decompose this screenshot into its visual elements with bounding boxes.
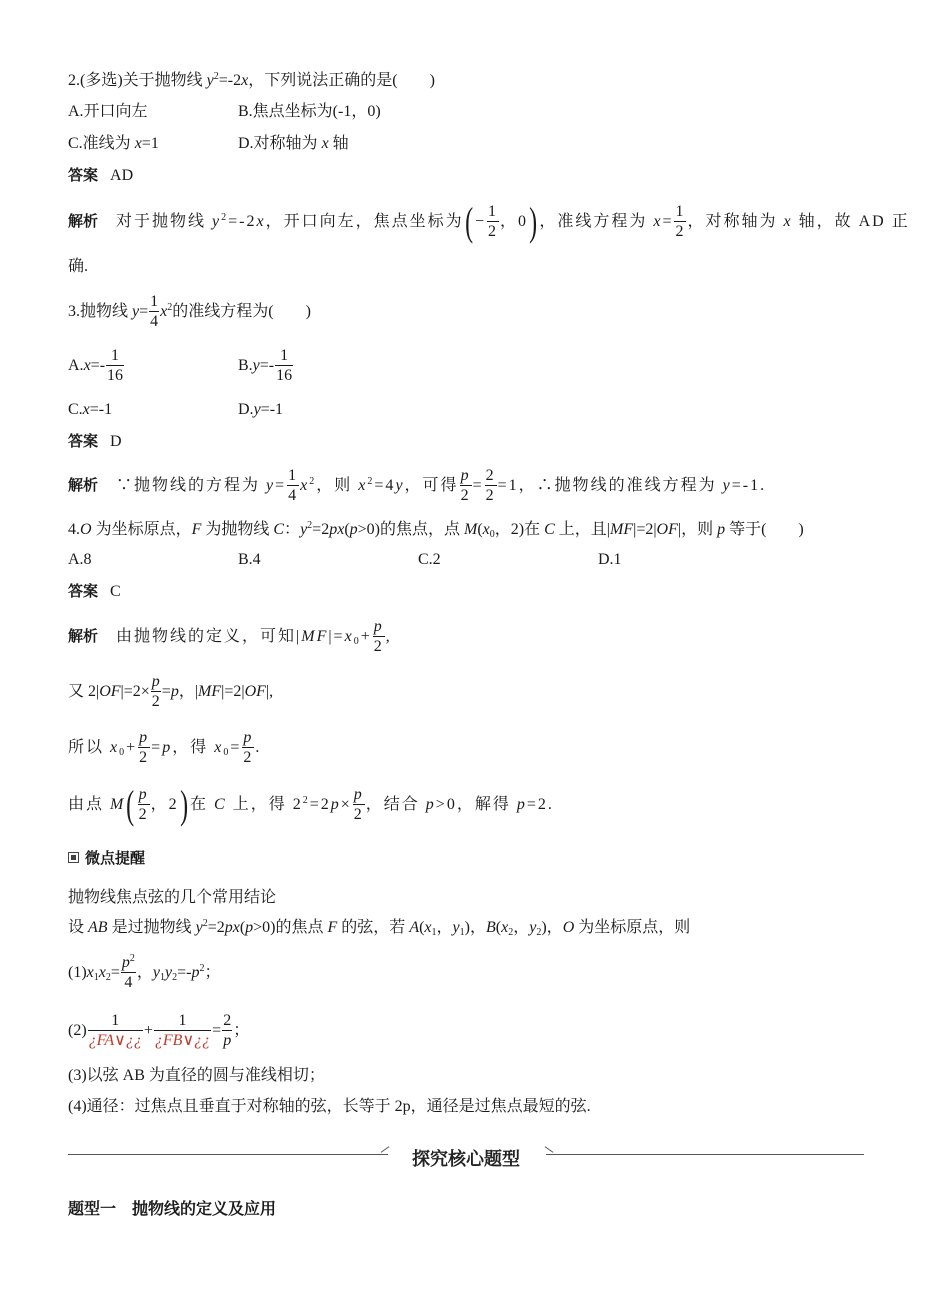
tip-header: 微点提醒 [68,851,145,867]
topic-heading: 题型一 抛物线的定义及应用 [68,1199,277,1218]
q4-answer: 答案 C [68,582,121,600]
q3-option-c: C.x=-1 [68,401,113,418]
q4-explanation-line1: 解析 由抛物线的定义，可知$|MF|=x_0+$ $\frac{p}{2}$ , [68,618,392,656]
tip-conclusion-4: (4)通径：过焦点且垂直于对称轴的弦，长等于 2p，通径是过焦点最短的弦. [68,1098,591,1115]
q2-option-b: B.焦点坐标为(-1，0) [238,103,381,120]
q3-option-d: D.y=-1 [238,401,284,418]
q2-option-c: C.准线为 x=1 [68,135,159,152]
q4-option-b: B.4 [238,551,261,568]
tip-title: 抛物线焦点弦的几个常用结论 [68,889,277,906]
q4-option-c: C.2 [418,551,441,568]
tip-square-icon [68,852,79,863]
q3-option-a: A.x=- $\frac{1}{16}$ [68,347,124,385]
q2-answer: 答案 AD [68,166,134,184]
q4-option-d: D.1 [598,551,622,568]
tip-conclusion-3: (3)以弦 AB 为直径的圆与准线相切； [68,1067,325,1084]
q3-answer: 答案 D [68,432,122,450]
q4-explanation-line3: 所以 $x_0+$ $\frac{p}{2}$ =p，得 $x_0=$ $\frac{p}{2}$ . [68,729,262,767]
q4-option-a: A.8 [68,551,92,568]
q4-explanation-line2: 又 2|OF|=2× $\frac{p}{2}$ =p，|MF|=2|OF|, [68,673,274,711]
section-title: 探究核心题型 [412,1149,520,1170]
q3-stem: 3.抛物线 y= $\frac{1}{4}$ $x^2$的准线方程为( ) [68,293,311,331]
tip-intro: 设 AB 是过抛物线 $y^2=2px(p>0)$的焦点 F 的弦，若 $A(x_1$，$y_1$)，$B(x_2$，$y_2$)，O 为坐标原点，则 [68,918,691,938]
q2-option-a: A.开口向左 [68,103,148,120]
divider-line-right [546,1154,864,1155]
tip-conclusion-1: $(1)x_1x_2=$ $\frac{p^2}{4}$ ，$y_1y_2=-p^2$； [68,953,221,992]
q2-explanation-tail: 确. [68,258,89,275]
q2-stem: 2.(多选)关于抛物线 $y^2=-2x$，下列说法正确的是( ) [68,71,435,89]
q3-explanation: 解析 ∵抛物线的方程为 y= $\frac{1}{4}$ $x^2$，则 $x^2=4y$，可得 $\frac{p}{2}$ = $\frac{2}{2}$ =1，∴抛物线的准线方程为 y=-1. [68,467,767,505]
q2-explanation: 解析 对于抛物线 $y^2=-2x$，开口向左，焦点坐标为(− $\frac{1}{2}$ ，0)，准线方程为 x= $\frac{1}{2}$ ，对称轴为 x 轴，故 AD 正 [68,199,910,245]
q3-option-b: B.y=- $\frac{1}{16}$ [238,347,293,385]
q2-option-d: D.对称轴为 x 轴 [238,135,349,152]
section-divider [68,1140,864,1170]
q4-stem: 4.O 为坐标原点，F 为抛物线 C：$y^2=2px(p>0)$的焦点，点 $M(x_0$，2)在 C 上，且|MF|=2|OF|，则 p 等于( ) [68,520,804,540]
tip-conclusion-2: (2) $\frac{1}{¿FA\vee¿¿}$ + $\frac{1}{¿FB\vee¿¿}$ = $\frac{2}{p}$ ； [68,1012,250,1050]
q4-explanation-line4: 由点 M( $\frac{p}{2}$ ，2)在 C 上，得 $2^2=2p\times$ $\frac{p}{2}$ ，结合 p>0，解得 p=2. [68,782,554,828]
